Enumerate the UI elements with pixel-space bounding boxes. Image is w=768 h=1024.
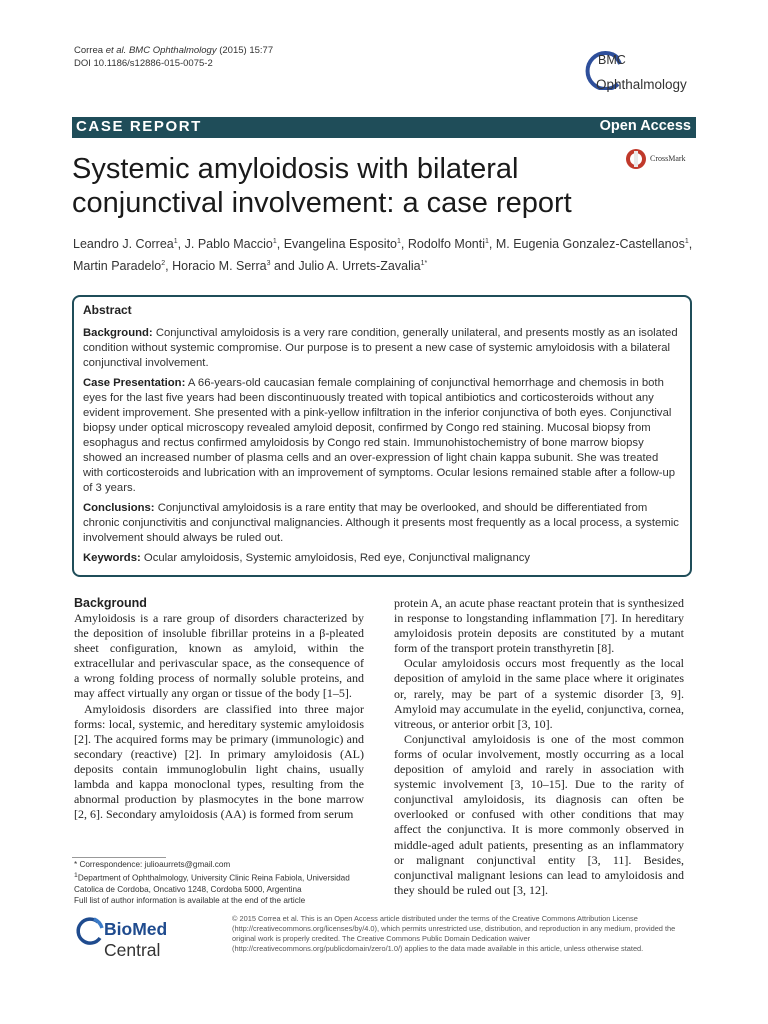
body-paragraph: protein A, an acute phase reactant protein that is synthesized in response to longstanding inflammation [7]. In hereditary amyloidosis protein deposits are constituted by a mutant form of the transport protein transthyretin [8].	[394, 596, 684, 656]
body-paragraph: Conjunctival amyloidosis is one of the most common forms of ocular involvement, mostly occurring as a local deposition of amyloid and rarely in association with systemic involvement [3, 10–15]. Due to the rarity of conjunctival amyloidosis, its diagnosis can often be overlooked or confused with other conditions that may affect the conjunctiva. It is more commonly observed in middle-aged adult patients, presenting as an inflammatory or malignant conjunctival entity [3, 11]. Besides, conjunctival malignant lesions can lead to amyloidosis and they should be ruled out [3, 12].	[394, 731, 684, 897]
biomed-central-logo-icon	[74, 916, 104, 946]
abstract-case	[83, 376, 681, 496]
abstract-conclusions	[83, 501, 681, 546]
abstract-conclusions-label: Conclusions:	[83, 502, 155, 514]
abstract-background-text: Conjunctival amyloidosis is a very rare condition, generally unilateral, and presents mostly as an isolated condition without systemic compromise. Our purpose is to present a new case of systemic amyloidosis with a bilateral conjunctival involvement.	[83, 327, 678, 369]
author-affiliation: 1	[173, 238, 178, 245]
body-column-right	[394, 596, 684, 898]
license-text: © 2015 Correa et al. This is an Open Access article distributed under the terms of the Creative Commons Attribution License (http://creativecommons.org/licenses/by/4.0), which permits unrestricted use, distribution, and reproduction in any medium, provided the original work is properly credited. The Creative Commons Public Domain Dedication waiver (http://creativecommons.org/publicdomain/zero/1.0/) applies to the data made available in this article, unless otherwise stated.	[232, 914, 676, 953]
abstract-keywords	[83, 551, 681, 566]
author-name[interactable]: Julio A. Urrets-Zavalia	[298, 259, 421, 274]
journal-logo	[582, 44, 697, 96]
publisher-logo	[74, 916, 224, 960]
author-name[interactable]: Martin Paradelo	[73, 259, 162, 274]
abstract-case-text: A 66-years-old caucasian female complaining of conjunctival hemorrhage and chemosis in both eyes for the last five years had been discontinuously treated with topical antibiotics and corticosteroids without any evident improvement. She presented with a pink-yellow infiltration in the inferior conjunctiva of both eyes. Conjunctival biopsy under optical microscopy revealed amyloid deposit, confirmed by Congo red staining. Mucosal biopsy from esophagus and rectus confirmed amyloidosis by Congo red stain. Immunohistochemistry of bone marrow biopsy showed an increased number of plasma cells and an over-expression of light chain kappa subunit. She was treated with corticosteroids and lubrication with an improvement of symptoms. Ocular lesions remained stable after a follow-up of 3 years.	[83, 377, 676, 494]
abstract-conclusions-text: Conjunctival amyloidosis is a rare entity that may be overlooked, and should be differentiated from chronic conjunctivitis and conjunctival malignancies. Although it presents most frequently as a local process, a systemic involvement should always be ruled out.	[83, 502, 679, 544]
abstract-background	[83, 326, 681, 371]
correspondence-email[interactable]: * Correspondence: julioaurrets@gmail.com	[74, 860, 231, 869]
citation-etal: et al.	[105, 45, 127, 56]
publisher-name-rest: Central	[104, 940, 161, 960]
citation-authors: Correa	[74, 45, 104, 56]
author-affiliation: 1	[397, 238, 401, 245]
citation-journal: BMC Ophthalmology	[128, 45, 217, 56]
doi-link[interactable]: DOI 10.1186/s12886-015-0075-2	[74, 58, 213, 69]
case-report-label: CASE REPORT	[76, 118, 202, 135]
open-access-label: Open Access	[599, 118, 691, 134]
abstract-background-label: Background:	[83, 327, 153, 339]
author-list: Leandro J. Correa$^1$, J. Pablo Maccio$^1$, Evangelina Esposito$^1$, Rodolfo Monti$^1$, M. Eugenia Gonzalez-Castellanos$^1$, Martin Paradelo$^2$, Horacio M. Serra$^3$ and Julio A. Urrets-Zavalia$^{1*}$	[73, 237, 693, 274]
author-name[interactable]: Horacio M. Serra	[172, 259, 267, 274]
background-heading: Background	[74, 596, 147, 610]
author-name[interactable]: J. Pablo Maccio	[184, 237, 273, 252]
abstract-box	[72, 295, 692, 577]
author-name[interactable]: M. Eugenia Gonzalez-Castellanos	[495, 237, 685, 252]
author-affiliation: 1	[484, 238, 489, 245]
affiliation-text: Department of Ophthalmology, University Clinic Reina Fabiola, Universidad Catolica de Cordoba, Oncativo 1248, Cordoba 5000, Argentina	[74, 873, 350, 894]
footnotes	[74, 859, 374, 906]
body-paragraph: Ocular amyloidosis occurs most frequently as the local deposition of amyloid in the same place where it originates or, rarely, may be part of a systemic disorder [3, 9]. Amyloid may accumulate in the eyelid, conjunctiva, cornea, vitreous, or anterior orbit [3, 10].	[394, 656, 684, 731]
journal-logo-bmc: BMC	[598, 53, 626, 67]
author-affiliation: 3	[266, 260, 271, 268]
author-name[interactable]: Leandro J. Correa	[73, 237, 174, 252]
author-name[interactable]: Evangelina Esposito	[283, 237, 397, 252]
footnote-divider	[72, 857, 166, 858]
publisher-name-bold: BioMed	[104, 919, 168, 939]
citation-block	[74, 44, 273, 70]
body-paragraph: Amyloidosis is a rare group of disorders characterized by the deposition of insoluble fibrillar proteins in a β-pleated sheet configuration, known as amyloid, within the extracellular and perivascular space, as the consequence of a wrong folding process of normally soluble proteins, and may affect virtually any organ or tissue of the body [1–5].	[74, 611, 364, 701]
author-affiliation: 1	[272, 238, 277, 245]
affiliation-note	[74, 870, 374, 895]
citation-volume: (2015) 15:77	[219, 45, 274, 56]
abstract-keywords-label: Keywords:	[83, 552, 141, 564]
abstract-keywords-text: Ocular amyloidosis, Systemic amyloidosis, Red eye, Conjunctival malignancy	[143, 552, 531, 564]
full-author-info-note: Full list of author information is available at the end of the article	[74, 895, 306, 905]
body-paragraph: Amyloidosis disorders are classified into three major forms: local, systemic, and hereditary systemic amyloidosis [2]. The acquired forms may be primary (immunologic) and secondary (reactive) [2]. In primary amyloidosis (AL) deposits contain immunoglobulin light chains, usually lambda and kappa monoclonal types, resulting from the abnormal production by plasmocytes in the bone marrow [2, 6]. Secondary amyloidosis (AA) is formed from serum	[74, 701, 364, 822]
article-type-banner	[72, 117, 696, 138]
author-affiliation: 1	[684, 238, 689, 245]
publisher-name	[104, 919, 224, 961]
author-affiliation: 2	[161, 260, 166, 268]
abstract-heading: Abstract	[83, 303, 132, 317]
crossmark-badge[interactable]	[625, 148, 705, 172]
abstract-case-label: Case Presentation:	[83, 377, 186, 389]
crossmark-label: CrossMark	[650, 154, 686, 163]
article-title: Systemic amyloidosis with bilateral conjunctival involvement: a case report	[72, 153, 572, 219]
author-affiliation: 1*	[420, 260, 428, 268]
citation-line	[74, 44, 273, 57]
journal-logo-name: Ophthalmology	[596, 77, 687, 92]
crossmark-icon	[625, 148, 647, 170]
affiliation-number: 1	[74, 872, 78, 879]
body-column-left	[74, 596, 364, 822]
author-name[interactable]: Rodolfo Monti	[407, 237, 485, 252]
